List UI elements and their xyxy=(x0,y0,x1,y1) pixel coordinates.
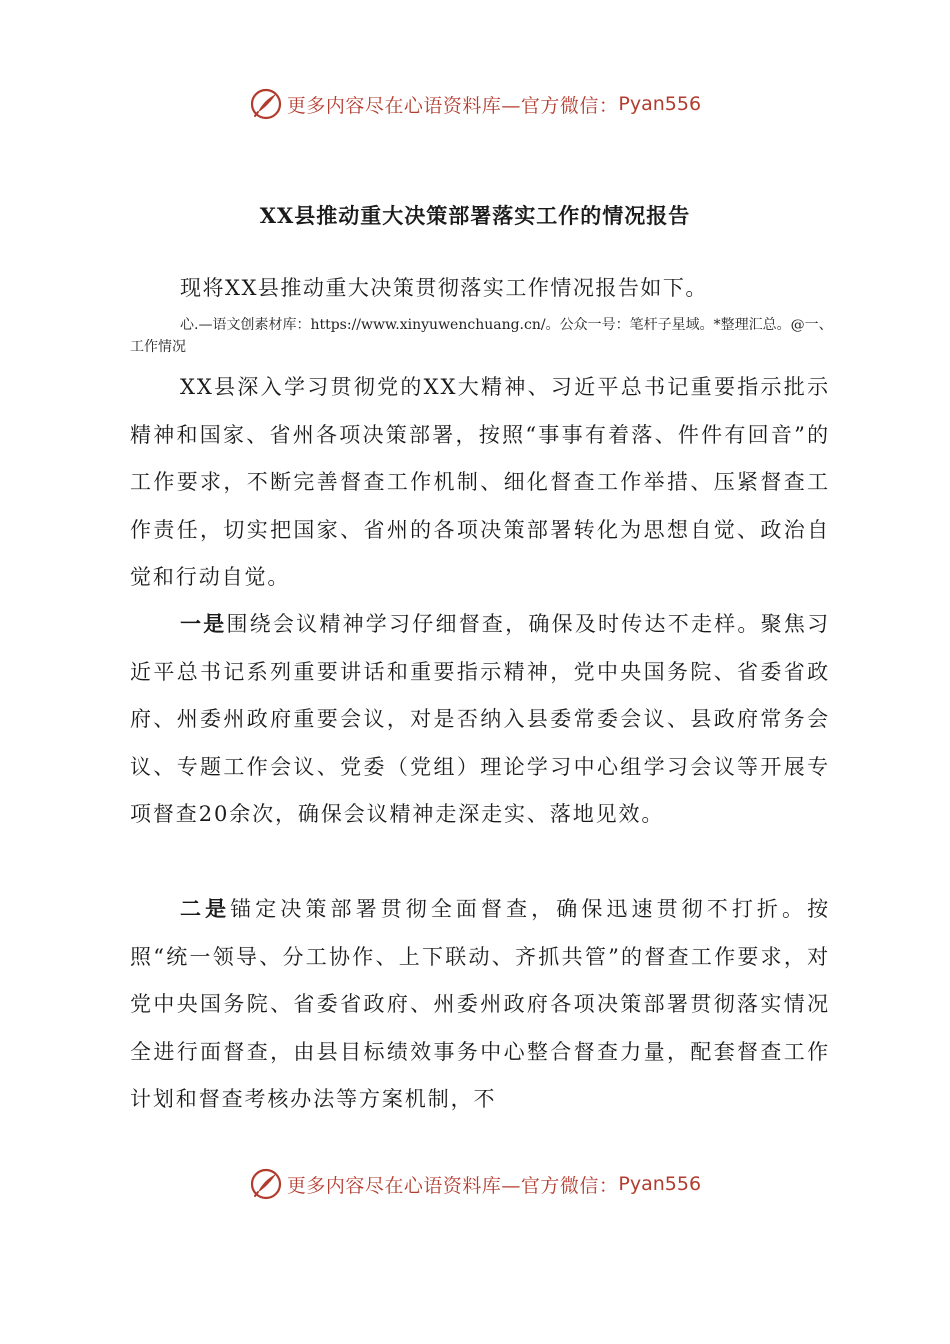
quill-logo-icon xyxy=(249,87,283,121)
paragraph-lead: 一是 xyxy=(180,611,227,636)
intro-line: 现将XX县推动重大决策贯彻落实工作情况报告如下。 xyxy=(180,276,708,300)
paragraph-text: 围绕会议精神学习仔细督查，确保及时传达不走样。聚焦习近平总书记系列重要讲话和重要指示精神，党中央国务院、省委省政府、州委州政府重要会议，对是否纳入县委常委会议、县政府常务会议、专题工作会议、党委（党组）理论学习中心组学习会议等开展专项督查20余次，确保会议精神走深走实、落地见效。 xyxy=(130,612,830,826)
watermark-text: 更多内容尽在心语资料库—官方微信： xyxy=(286,1174,619,1197)
page-body-clip xyxy=(0,885,950,1125)
source-note: 心.—语文创素材库：https://www.xinyuwenchuang.cn/。公众一号：笔杆子星域。*整理汇总。@一、工作情况 xyxy=(130,317,833,355)
quill-logo-icon xyxy=(249,1167,283,1201)
paragraph-first-point xyxy=(130,600,830,839)
paragraph-text: 锚定决策部署贯彻全面督查，确保迅速贯彻不打折。按照“统一领导、分工协作、上下联动、齐抓共管”的督查工作要求，对党中央国务院、省委省政府、州委州政府各项决策部署贯彻落实情况全进行面督查，由县目标绩效事务中心整合督查力量，配套督查工作计划和督查考核办法等方案机制，不 xyxy=(130,897,830,1111)
document-title: XX县推动重大决策部署落实工作的情况报告 xyxy=(259,203,691,228)
paragraph-second-point xyxy=(130,885,830,1124)
watermark-banner-bottom xyxy=(0,1160,950,1208)
paragraph-text: XX县深入学习贯彻党的XX大精神、习近平总书记重要指示批示精神和国家、省州各项决策部署，按照“事事有着落、件件有回音”的工作要求，不断完善督查工作机制、细化督查工作举措、压紧督查工作责任，切实把国家、省州的各项决策部署转化为思想自觉、政治自觉和行动自觉。 xyxy=(130,375,830,589)
watermark-banner-top xyxy=(0,80,950,128)
watermark-text: 更多内容尽在心语资料库—官方微信： xyxy=(286,94,619,117)
paragraph-lead: 二是 xyxy=(180,896,231,921)
paragraph-overview xyxy=(130,364,830,602)
watermark-wechat-id: Pyan556 xyxy=(618,1173,702,1195)
watermark-wechat-id: Pyan556 xyxy=(618,93,702,115)
